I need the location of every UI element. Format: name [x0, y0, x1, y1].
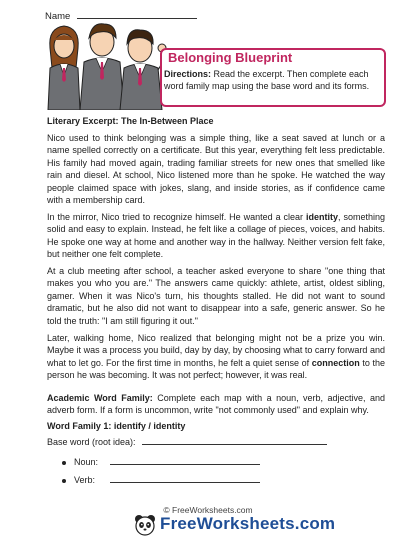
- p4-text-b: to the person he was becoming. It was not perfect; however, it was real.: [47, 357, 385, 381]
- directions-text: Read the excerpt. Then complete each word family map using the base word and its forms.: [164, 69, 370, 91]
- p4-text-a: Later, walking home, Nico realized that belonging might not be a prize you win. Maybe it was a process you build, day by day, by choosing what to carry forward and what to let go. For the first time in months, he felt a quiet sense of: [47, 333, 385, 368]
- footer-logo-text: FreeWorksheets.com: [160, 514, 336, 533]
- p2-text-a: In the mirror, Nico tried to recognize himself. He wanted a clear: [47, 212, 307, 222]
- directions-label: Directions:: [164, 69, 212, 79]
- footer-copyright: © FreeWorksheets.com: [163, 505, 253, 515]
- excerpt-paragraph-3: At a club meeting after school, a teacher asked everyone to share "one thing that makes you who you are." The answers came quickly: athlete, artist, oldest sibling, gamer. When it was Nico's turn, his thoughts stalled. He did not want to sound dramatic, but he also did not want to disappear into a safe, generic answer. So he told the truth: "I am still figuring it out.": [47, 266, 385, 326]
- academic-word-family-instructions: [47, 392, 385, 417]
- verb-label: Verb:: [74, 475, 96, 485]
- vocab-word-identity: identity: [306, 212, 339, 222]
- base-word-label: Base word (root idea):: [47, 437, 136, 447]
- directions: [164, 68, 384, 92]
- noun-answer-line[interactable]: [110, 456, 260, 465]
- bullet-dot: [62, 461, 66, 465]
- excerpt-paragraph-4: [47, 332, 385, 382]
- verb-answer-line[interactable]: [110, 474, 260, 483]
- noun-row: [62, 456, 260, 467]
- bullet-dot: [62, 479, 66, 483]
- worksheet-title: Belonging Blueprint: [168, 50, 293, 65]
- academic-label: Academic Word Family:: [47, 393, 153, 403]
- word-family-title: Word Family 1: identify / identity: [47, 421, 186, 431]
- excerpt-paragraph-1: Nico used to think belonging was a simple thing, like a seat saved at lunch or a name spelled correctly on a certificate. But this year, everything felt less predictable. His family had moved again, trading familiar streets for new ones that smelled like rain and diesel. At school, Nico listened more than he spoke. He watched the way people claimed space with jokes, slang, and inside stories, as if confidence came with a membership card.: [47, 133, 385, 206]
- students-illustration: [40, 18, 170, 110]
- student-boy-middle: [80, 24, 124, 110]
- base-word-row: [47, 436, 327, 447]
- base-word-answer-line[interactable]: [142, 436, 327, 445]
- verb-row: [62, 474, 260, 485]
- excerpt-paragraph-2: [47, 211, 385, 261]
- noun-label: Noun:: [74, 457, 99, 467]
- panda-logo-icon: [134, 514, 156, 536]
- p2-text-b: , something solid and easy to explain. Instead, he felt like a collage of pieces, voices, and habits. He spoke one way at home and another way in the hallway. Neither version felt fake, but neither one felt complete.: [47, 212, 386, 260]
- excerpt-heading: Literary Excerpt: The In-Between Place: [47, 116, 214, 126]
- name-label: Name: [45, 11, 71, 22]
- academic-text: Complete each map with a noun, verb, adjective, and adverb form. If a form is uncommon, write "not commonly used" and explain why.: [47, 393, 385, 416]
- footer-logo: [134, 514, 336, 536]
- vocab-word-connection: connection: [311, 357, 360, 368]
- student-girl-left: [48, 26, 80, 110]
